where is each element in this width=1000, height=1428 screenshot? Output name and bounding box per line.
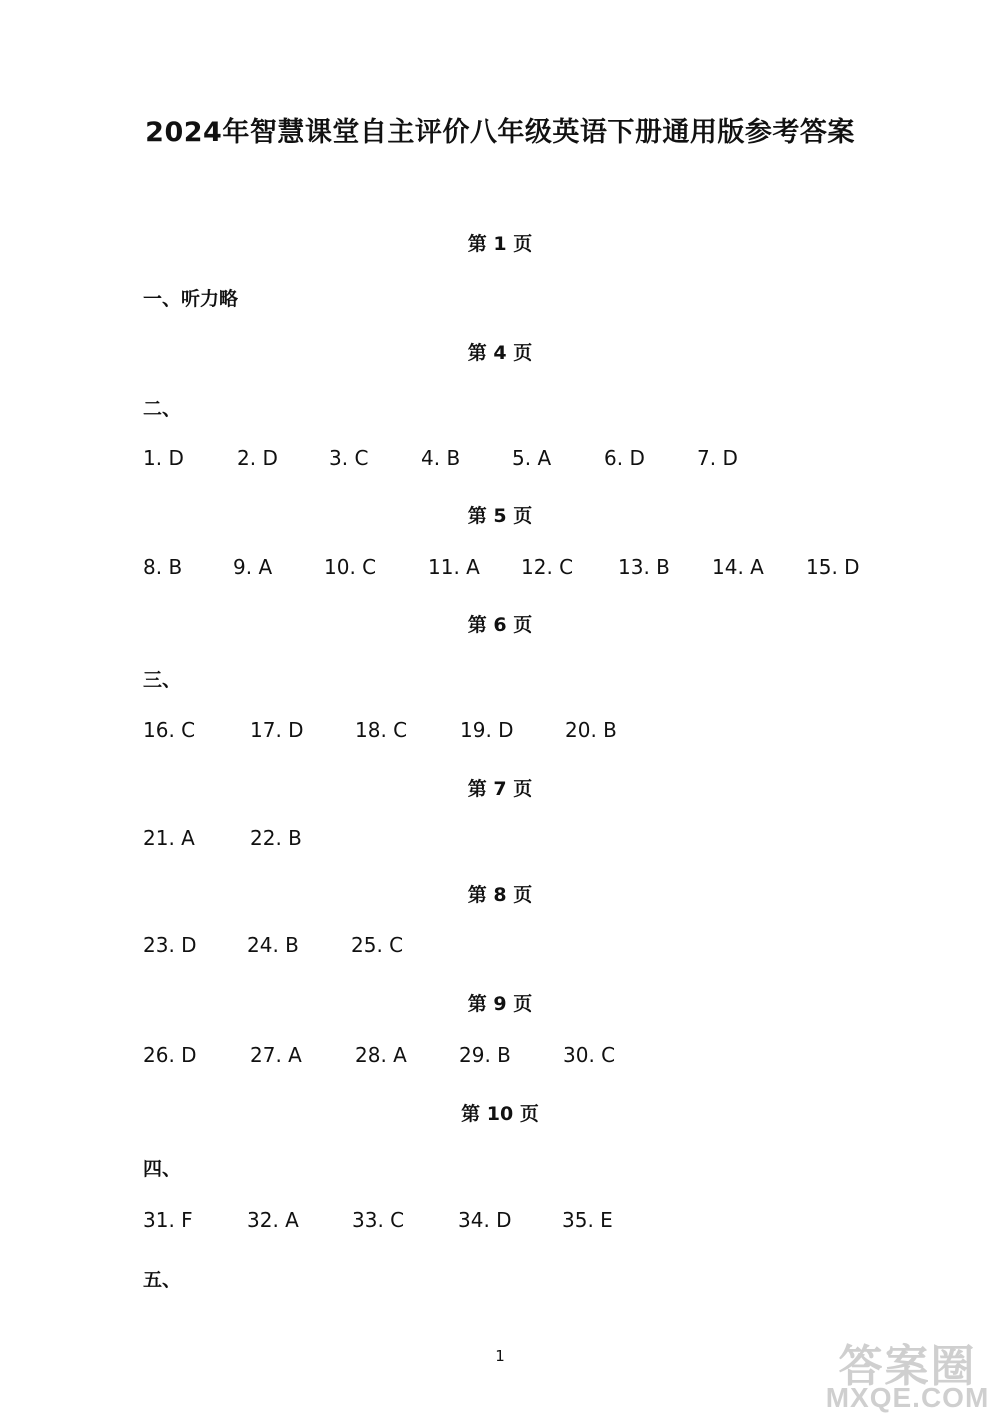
answer-item: 3. C <box>329 446 369 470</box>
page-heading-6: 第 6 页 <box>467 614 533 636</box>
answer-item: 2. D <box>237 446 278 470</box>
answer-item: 9. A <box>233 555 273 579</box>
answer-row-p7 <box>0 826 1000 856</box>
answer-item: 15. D <box>806 555 860 579</box>
section-2: 二、 <box>143 398 182 420</box>
document-title: 2024年智慧课堂自主评价八年级英语下册通用版参考答案 <box>145 117 855 148</box>
page-heading-7: 第 7 页 <box>467 778 533 800</box>
page-number: 1 <box>495 1347 505 1365</box>
answer-row-p4 <box>0 446 1000 476</box>
answer-item: 34. D <box>458 1208 512 1232</box>
answer-item: 1. D <box>143 446 184 470</box>
watermark-logo <box>825 1330 990 1420</box>
answer-item: 20. B <box>565 718 617 742</box>
answer-item: 6. D <box>604 446 645 470</box>
answer-item: 5. A <box>512 446 552 470</box>
answer-item: 22. B <box>250 826 302 850</box>
answer-row-p9 <box>0 1043 1000 1073</box>
page-heading-8: 第 8 页 <box>467 884 533 906</box>
watermark-cn-text: 答案圈 <box>838 1341 977 1392</box>
page-heading-4: 第 4 页 <box>467 342 533 364</box>
answer-row-p10 <box>0 1208 1000 1238</box>
page-heading-9: 第 9 页 <box>467 993 533 1015</box>
section-3: 三、 <box>143 669 182 691</box>
answer-item: 17. D <box>250 718 304 742</box>
answer-item: 33. C <box>352 1208 405 1232</box>
answer-row-p6 <box>0 718 1000 748</box>
answer-item: 21. A <box>143 826 195 850</box>
answer-item: 16. C <box>143 718 196 742</box>
answer-item: 7. D <box>697 446 738 470</box>
answer-item: 35. E <box>562 1208 613 1232</box>
answer-item: 25. C <box>351 933 404 957</box>
page-heading-5: 第 5 页 <box>467 505 533 527</box>
answer-item: 11. A <box>428 555 480 579</box>
answer-item: 24. B <box>247 933 299 957</box>
section-4: 四、 <box>143 1158 182 1180</box>
answer-item: 29. B <box>459 1043 511 1067</box>
watermark-en-text: MXQE.COM <box>825 1382 990 1413</box>
answer-item: 13. B <box>618 555 670 579</box>
answer-item: 31. F <box>143 1208 193 1232</box>
answer-item: 23. D <box>143 933 197 957</box>
answer-item: 8. B <box>143 555 183 579</box>
page-heading-1: 第 1 页 <box>467 233 533 255</box>
answer-item: 26. D <box>143 1043 197 1067</box>
answer-item: 28. A <box>355 1043 407 1067</box>
answer-item: 30. C <box>563 1043 616 1067</box>
answer-item: 10. C <box>324 555 377 579</box>
section-listening: 一、听力略 <box>143 288 239 310</box>
answer-item: 14. A <box>712 555 764 579</box>
answer-item: 32. A <box>247 1208 299 1232</box>
section-5: 五、 <box>143 1269 182 1291</box>
answer-row-p8 <box>0 933 1000 963</box>
answer-item: 12. C <box>521 555 574 579</box>
page-heading-10: 第 10 页 <box>461 1103 539 1125</box>
answer-item: 27. A <box>250 1043 302 1067</box>
answer-item: 19. D <box>460 718 514 742</box>
answer-row-p5 <box>0 555 1000 585</box>
answer-item: 18. C <box>355 718 408 742</box>
answer-item: 4. B <box>421 446 461 470</box>
